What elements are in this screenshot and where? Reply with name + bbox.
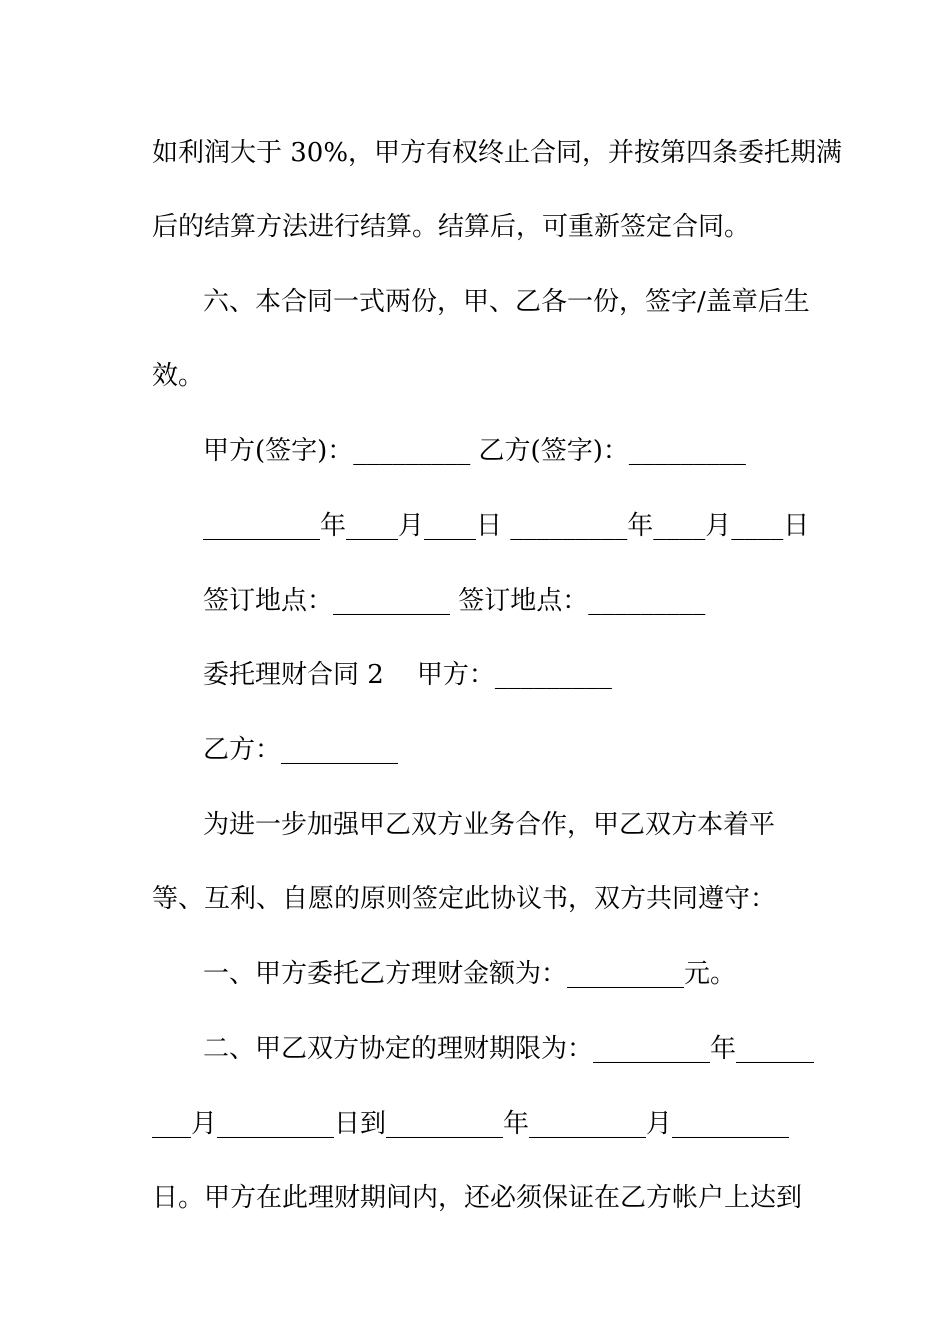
party-b-line: 乙方：_________ xyxy=(203,735,399,765)
clause-one-line: 一、甲方委托乙方理财金额为：_________元。 xyxy=(203,959,737,989)
text-line-3: 六、本合同一式两份，甲、乙各一份，签字/盖章后生 xyxy=(203,287,810,317)
text-line-1: 如利润大于 30%，甲方有权终止合同，并按第四条委托期满 xyxy=(152,138,843,168)
text-line-4: 效。 xyxy=(152,361,205,391)
date-line: _________年____月____日 _________年____月____日 xyxy=(203,511,810,541)
signature-line: 甲方(签字)：_________ 乙方(签字)：_________ xyxy=(203,436,746,466)
text-line-11: 等、互利、自愿的原则签定此协议书，双方共同遵守： xyxy=(152,884,777,914)
contract-title-line: 委托理财合同 2 甲方：_________ xyxy=(203,660,612,690)
period-line: ___月_________日到_________年_________月_________ xyxy=(152,1109,790,1139)
signing-place-line: 签订地点：_________ 签订地点：_________ xyxy=(203,586,706,616)
text-line-2: 后的结算方法进行结算。结算后，可重新签定合同。 xyxy=(152,212,751,242)
text-line-15: 日。甲方在此理财期间内，还必须保证在乙方帐户上达到 xyxy=(152,1183,803,1213)
clause-two-line: 二、甲乙双方协定的理财期限为：_________年______ xyxy=(203,1034,815,1064)
text-line-10: 为进一步加强甲乙双方业务合作，甲乙双方本着平 xyxy=(203,810,776,840)
